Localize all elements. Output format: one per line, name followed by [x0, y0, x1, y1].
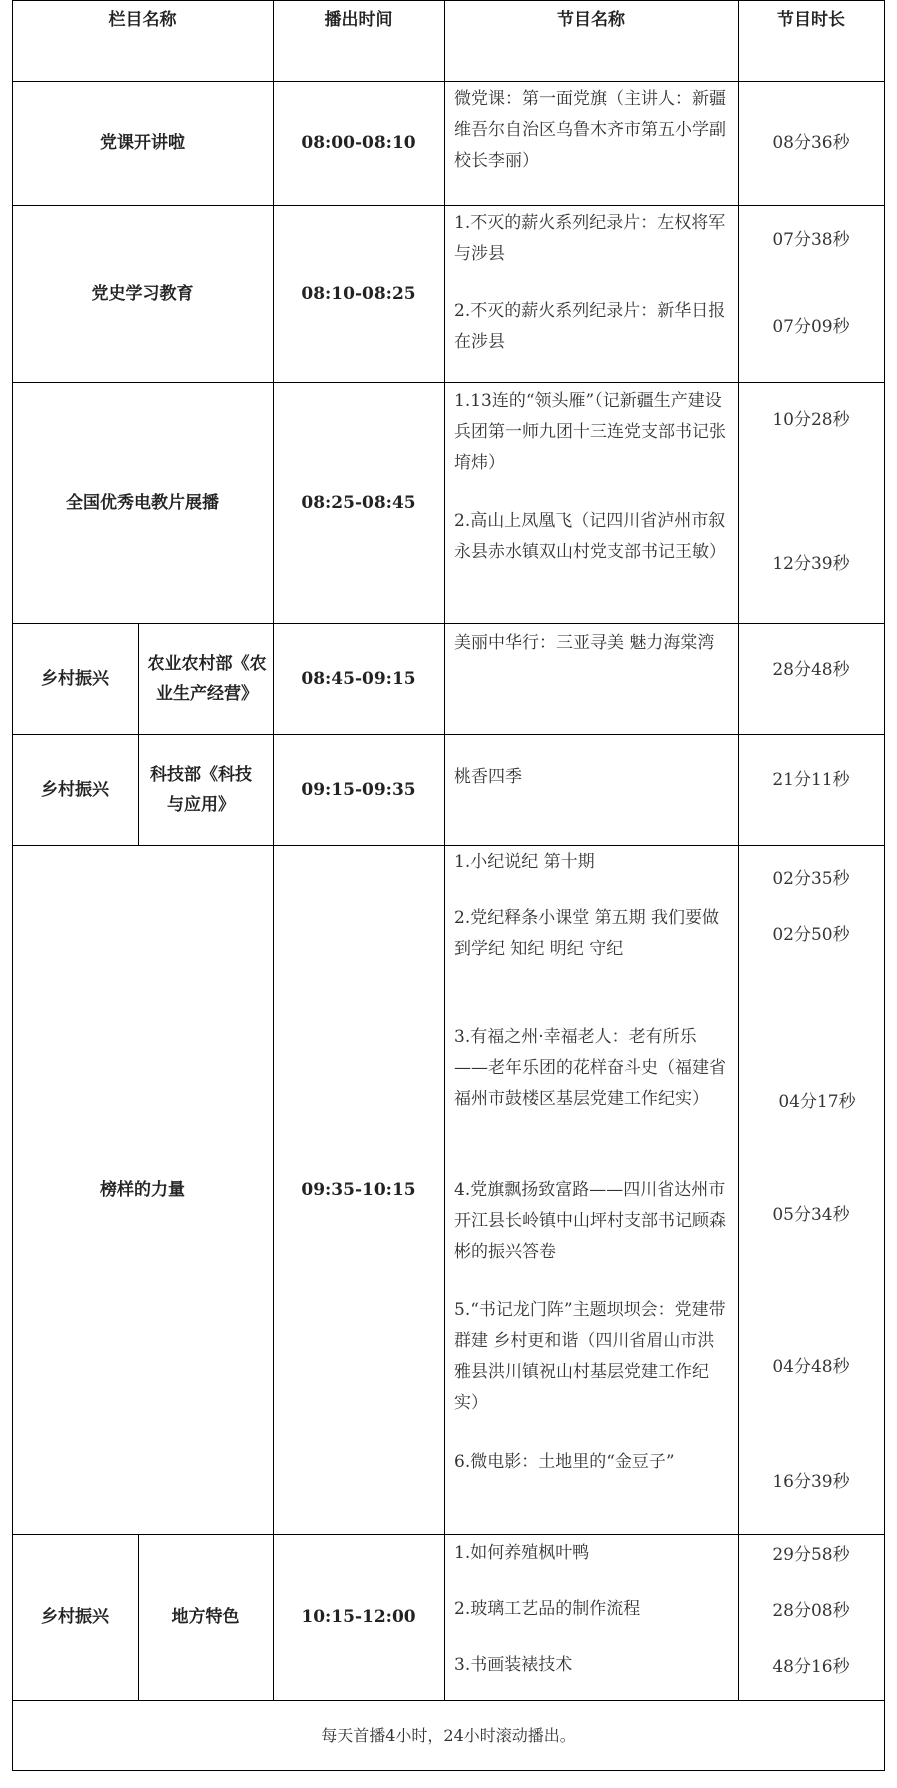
program-title: 5.“书记龙门阵”主题坝坝会：党建带群建 乡村更和谐（四川省眉山市洪雅县洪川镇祝山村基层党建工作纪实） [454, 1300, 726, 1413]
sub-column-name: 科技部《科技与应用》 [150, 764, 252, 815]
table-border [884, 0, 885, 1771]
program-title: 3.有福之州·幸福老人：老有所乐——老年乐团的花样奋斗史（福建省福州市鼓楼区基层党建工作纪实） [454, 1027, 726, 1109]
program-title: 6.微电影：土地里的“金豆子” [454, 1452, 675, 1472]
program-title: 3.书画装裱技术 [454, 1655, 573, 1675]
program-duration: 08分36秒 [772, 133, 850, 153]
program-duration: 21分11秒 [772, 770, 850, 790]
program-duration: 04分17秒 [778, 1092, 856, 1112]
program-duration: 02分35秒 [772, 869, 850, 889]
program-duration: 04分48秒 [772, 1357, 850, 1377]
program-duration: 10分28秒 [772, 410, 850, 430]
header-time: 播出时间 [324, 10, 393, 30]
program-title: 1.如何养殖枫叶鸭 [454, 1543, 590, 1563]
program-duration: 28分08秒 [772, 1601, 850, 1621]
program-title: 1.小纪说纪 第十期 [454, 852, 595, 872]
program-title: 2.高山上凤凰飞（记四川省泸州市叙永县赤水镇双山村党支部书记王敏） [454, 511, 726, 562]
program-title: 1.不灭的薪火系列纪录片：左权将军与涉县 [454, 213, 726, 264]
broadcast-time: 08:10-08:25 [301, 283, 416, 304]
program-duration: 28分48秒 [772, 660, 850, 680]
broadcast-time: 08:25-08:45 [301, 492, 416, 513]
column-name: 乡村振兴 [41, 779, 109, 800]
program-duration: 07分09秒 [772, 317, 850, 337]
footer-note: 每天首播4小时，24小时滚动播出。 [321, 1726, 576, 1745]
broadcast-time: 10:15-12:00 [301, 1607, 416, 1627]
header-program: 节目名称 [557, 10, 625, 30]
program-title: 1.13连的“领头雁”（记新疆生产建设兵团第一师九团十三连党支部书记张堉炜） [454, 391, 726, 473]
program-title: 2.玻璃工艺品的制作流程 [454, 1599, 641, 1619]
col-divider [738, 0, 739, 1700]
program-duration: 48分16秒 [772, 1657, 850, 1677]
program-title: 美丽中华行：三亚寻美 魅力海棠湾 [454, 633, 715, 653]
column-name: 全国优秀电教片展播 [66, 492, 219, 513]
broadcast-time: 09:35-10:15 [301, 1179, 416, 1200]
program-duration: 05分34秒 [772, 1205, 850, 1225]
col-divider [444, 0, 445, 1700]
row-divider [12, 623, 885, 624]
schedule-table [12, 0, 885, 1770]
column-name: 乡村振兴 [41, 668, 109, 689]
sub-column-name: 农业农村部《农业生产经营》 [147, 653, 267, 704]
table-border [12, 1770, 885, 1771]
program-duration: 16分39秒 [772, 1472, 850, 1492]
sub-column-name: 地方特色 [171, 1607, 240, 1627]
header-duration: 节目时长 [777, 10, 845, 30]
program-title: 桃香四季 [454, 767, 522, 787]
program-title: 2.不灭的薪火系列纪录片：新华日报在涉县 [454, 301, 726, 352]
program-title: 微党课：第一面党旗（主讲人：新疆维吾尔自治区乌鲁木齐市第五小学副校长李丽） [454, 89, 726, 171]
row-divider [12, 1700, 885, 1701]
program-duration: 07分38秒 [772, 230, 850, 250]
column-name: 乡村振兴 [41, 1607, 109, 1627]
program-title: 4.党旗飘扬致富路——四川省达州市开江县长岭镇中山坪村支部书记顾森彬的振兴答卷 [454, 1180, 726, 1262]
row-divider [12, 734, 885, 735]
program-duration: 12分39秒 [772, 554, 850, 574]
broadcast-time: 08:00-08:10 [301, 133, 416, 153]
broadcast-time: 09:15-09:35 [301, 779, 416, 800]
column-name: 党课开讲啦 [100, 133, 185, 153]
program-duration: 02分50秒 [772, 925, 850, 945]
header-column: 栏目名称 [108, 10, 177, 30]
broadcast-time: 08:45-09:15 [301, 668, 416, 689]
column-name: 党史学习教育 [91, 283, 194, 304]
subcol-divider [138, 623, 139, 845]
program-title: 2.党纪释条小课堂 第五期 我们要做到学纪 知纪 明纪 守纪 [454, 908, 720, 959]
column-name: 榜样的力量 [100, 1179, 185, 1200]
program-duration: 29分58秒 [772, 1545, 850, 1565]
